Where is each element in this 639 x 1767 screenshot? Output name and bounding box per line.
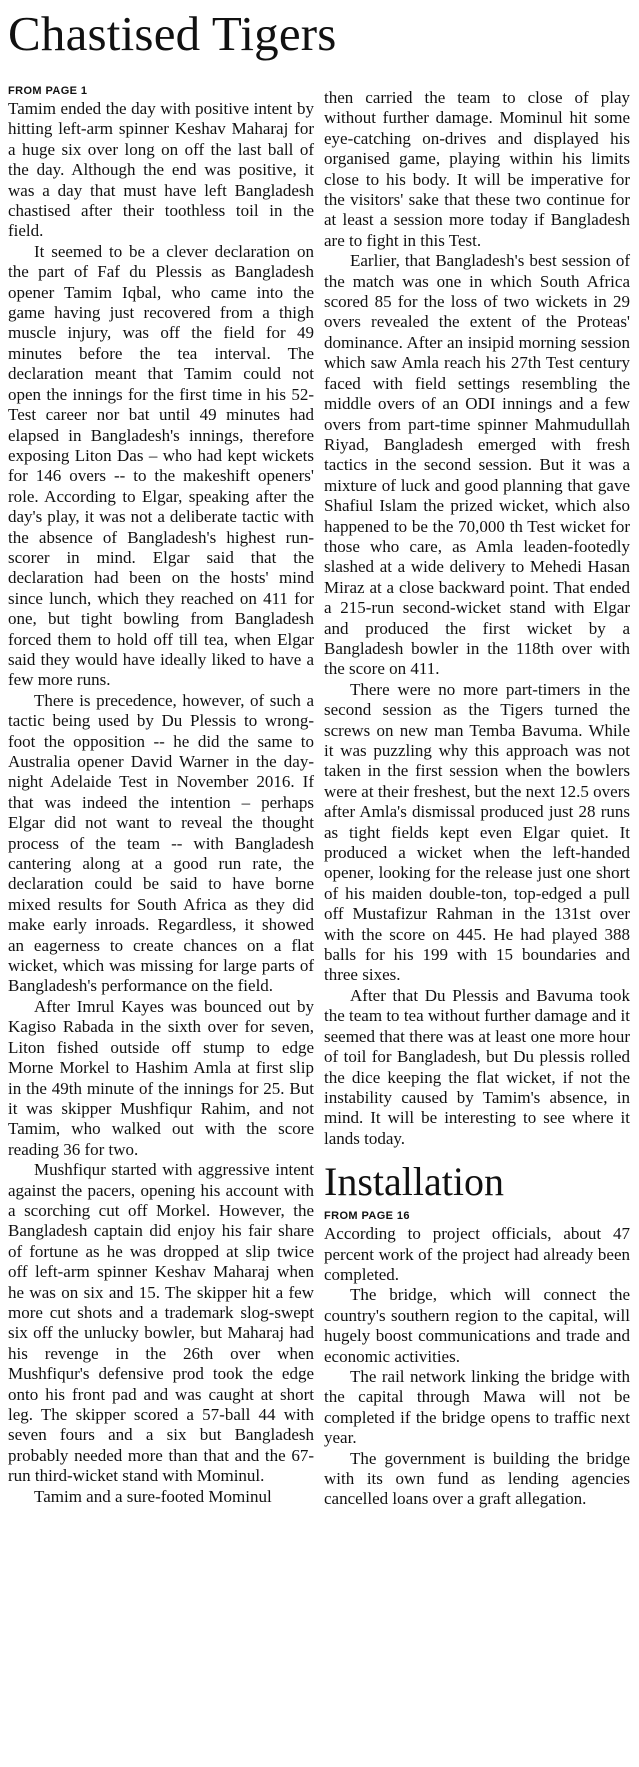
second-article-paragraph: The government is building the bridge with its own fund as lending agencies cancelled loans over a graft allegation. xyxy=(324,1448,630,1509)
article-paragraph: Tamim and a sure-footed Mominul xyxy=(34,1486,272,1506)
article-paragraph: It seemed to be a clever declaration on the part of Faf du Plessis as Bangladesh opener Tamim Iqbal, who came into the game having just recovered from a thigh muscle injury, was off the field for 49 minutes before the tea interval. The declaration meant that Tamim could not open the innings for the first time in his 52-Test career nor bat until 49 minutes had elapsed in Bangladesh's innings, therefore exposing Liton Das – who had kept wickets for 146 overs -- to the makeshift openers' role. According to Elgar, speaking after the day's play, it was not a deliberate tactic with the absence of Bangladesh's highest run-scorer in mind. Elgar said that the declaration had been on the hosts' mind since lunch, which they reached on 411 for one, but tight bowling from Bangladesh forced them to hold off till tea, when Elgar said they would have ideally liked to have a few more runs. xyxy=(8,241,314,690)
article-paragraph: Earlier, that Bangladesh's best session of the match was one in which South Africa scored 85 for the loss of two wickets in 29 overs revealed the extent of the Proteas' dominance. After an insipid morning session which saw Amla reach his 27th Test century faced with field settings resembling the middle overs of an ODI innings and a few overs from part-time spinner Mahmudullah Riyad, Bangladesh emerged with fresh tactics in the second session. But it was a mixture of luck and good planning that gave Shafiul Islam the prized wicket, which also happened to be the 70,000 th Test wicket for those who care, as Amla leaden-footedly slashed at a wide delivery to Mehedi Hasan Miraz at a close backward point. That ended a 215-run second-wicket stand with Elgar and produced the first wicket by a Bangladesh bowler in the 118th over with the score on 411. xyxy=(324,251,630,679)
article-paragraph: Tamim ended the day with positive intent by hitting left-arm spinner Keshav Maharaj for a huge six over long on off the last ball of the day. Although the end was positive, it was a day that must have left Bangladesh chastised after their toothless toil in the field. xyxy=(8,99,314,241)
article-paragraph: There is precedence, however, of such a tactic being used by Du Plessis to wrong-foot the opposition -- he did the same to Australia opener David Warner in the day-night Adelaide Test in November 2016. If that was indeed the intention – perhaps Elgar did not want to reveal the thought process of the team -- with Bangladesh cantering along at a good run rate, the declaration could be said to have borne mixed results for South Africa as they did make early inroads. Regardless, it showed an eagerness to create chances on a flat wicket, which was missing for large parts of Bangladesh's performance on the field. xyxy=(8,690,314,996)
article-paragraph: then carried the team to close of play without further damage. Mominul hit some eye-catching on-drives and displayed his organised game, playing within his limits close to his body. It will be imperative for the visitors' sake that these two continue for at least a session more today if Bangladesh are to fight in this Test. xyxy=(324,88,630,250)
right-column xyxy=(324,88,630,1510)
article-headline: Chastised Tigers xyxy=(8,6,337,61)
second-article-paragraph: The rail network linking the bridge with the capital through Mawa will not be completed if the bridge opens to traffic next year. xyxy=(324,1366,630,1448)
article-paragraph: After that Du Plessis and Bavuma took the team to tea without further damage and it seemed that there was at least one more hour of toil for Bangladesh, but Du plessis rolled the dice keeping the flat wicket, if not the instability caused by Tamim's absence, in mind. It will be interesting to see where it lands today. xyxy=(324,985,630,1148)
second-article-paragraph: The bridge, which will connect the country's southern region to the capital, will hugely boost communications and trade and economic activities. xyxy=(324,1285,630,1366)
article-paragraph: After Imrul Kayes was bounced out by Kagiso Rabada in the sixth over for seven, Liton fished outside off stump to edge Morne Morkel to Hashim Amla at first slip in the 49th minute of the innings for 25. But it was skipper Mushfiqur Rahim, and not Tamim, who walked out with the score reading 36 for two. xyxy=(8,996,314,1159)
article-kicker: FROM PAGE 1 xyxy=(8,85,88,97)
second-article-headline: Installation xyxy=(324,1159,504,1205)
second-article-paragraph: According to project officials, about 47 percent work of the project had already been completed. xyxy=(324,1224,630,1284)
left-column xyxy=(8,84,314,1507)
second-article-kicker: FROM PAGE 16 xyxy=(324,1210,410,1223)
article-paragraph: Mushfiqur started with aggressive intent against the pacers, opening his account with a scorching cut off Morkel. However, the Bangladesh captain did enjoy his fair share of fortune as he was dropped at slip twice off left-arm spinner Keshav Maharaj when he was on six and 15. The skipper hit a few more cut shots and a trademark slog-swept six off the unlucky bowler, but Maharaj had his revenge in the 26th over when Mushfiqur's defensive prod took the edge onto his front pad and was caught at short leg. The skipper scored a 57-ball 44 with seven fours and a six but Bangladesh probably needed more than that and the 67-run third-wicket stand with Mominul. xyxy=(8,1160,314,1486)
article-paragraph: There were no more part-timers in the second session as the Tigers turned the screws on new man Temba Bavuma. While it was puzzling why this approach was not taken in the first session when the bowlers were at their freshest, but the next 12.5 overs after Amla's dismissal produced just 28 runs as tight fields kept even Elgar quiet. It produced a wicket when the left-handed opener, looking for the release just one short of his maiden double-ton, top-edged a pull off Mustafizur Rahman in the 131st over with the score on 445. He had played 388 balls for his 199 with 15 boundaries and three sixes. xyxy=(324,679,630,985)
